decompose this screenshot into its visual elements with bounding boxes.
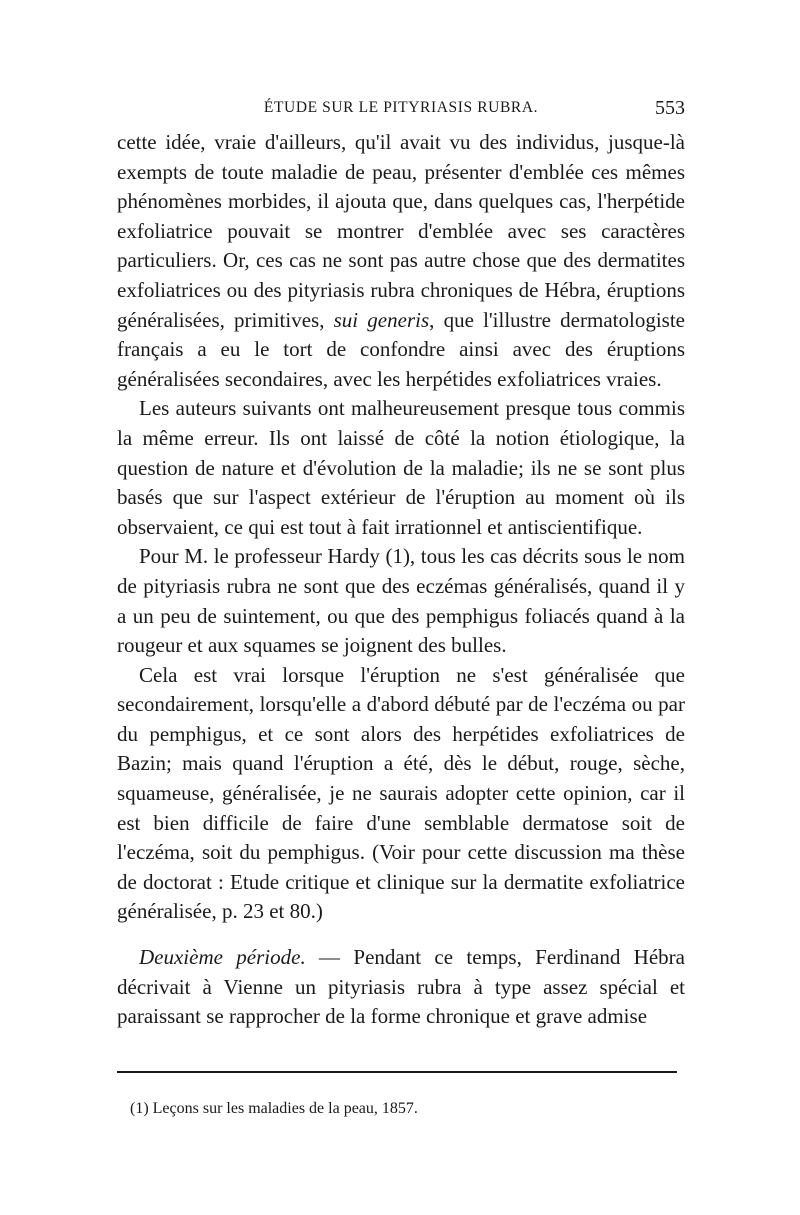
paragraph: Cela est vrai lorsque l'éruption ne s'est généralisée que secondairement, lorsqu'elle a d'abord débuté par de l'eczéma ou par du pemphigus, et ce sont alors des herpétides exfoliatrices de Bazin; mais quand l'éruption a été, dès le début, rouge, sèche, squameuse, généralisée, je ne saurais adopter cette opinion, car il est bien difficile de faire d'une semblable dermatose soit de l'eczéma, soit du pemphigus. (Voir pour cette discussion ma thèse de doctorat : Etude critique et clinique sur la dermatite exfoliatrice généralisée, p. 23 et 80.) [117,662,685,924]
paragraph-text: — Pendant ce temps, Ferdinand Hébra décrivait à Vienne un pityriasis rubra à type assez spécial et paraissant se rapprocher de la forme chronique et grave admise [117,945,685,1029]
italic-phrase: sui generis [333,307,430,332]
footnote: (1) Leçons sur les maladies de la peau, 1857. [130,1100,418,1117]
running-head [117,97,685,123]
running-title: ÉTUDE SUR LE PITYRIASIS RUBRA. [263,99,539,116]
section-heading: Deuxième période. [139,945,306,970]
paragraph: Les auteurs suivants ont malheureusement presque tous commis la même erreur. Ils ont laissé de côté la notion étiologique, la question de nature et d'évolution de la maladie; ils ne se sont plus basés que sur l'aspect extérieur de l'éruption au moment où ils observaient, ce qui est tout à fait irrationnel et antiscientifique. [117,396,685,539]
paragraph-text-after: , que l'illustre dermatologiste français a eu le tort de confondre ainsi avec des éruptions généralisées secondaires, avec les herpétides exfoliatrices vraies. [117,307,685,391]
page-number: 553 [655,97,685,119]
paragraph-section [117,943,685,1032]
footnote-rule [117,1071,677,1073]
body-text [117,128,685,1032]
paragraph-continued [117,128,685,394]
paragraph: Pour M. le professeur Hardy (1), tous les cas décrits sous le nom de pityriasis rubra ne sont que des eczémas généralisés, quand il y a un peu de suintement, ou que des pemphigus foliacés quand à la rougeur et aux squames se joignent des bulles. [117,544,685,658]
paragraph-text: cette idée, vraie d'ailleurs, qu'il avait vu des individus, jusque-là exempts de toute maladie de peau, présenter d'emblée ces mêmes phénomènes morbides, il ajouta que, dans quelques cas, l'herpétide exfoliatrice pouvait se montrer d'emblée avec ses caractères particuliers. Or, ces cas ne sont pas autre chose que des dermatites exfoliatrices ou des pityriasis rubra chroniques de Hébra, éruptions généralisées, primitives, [117,130,685,332]
